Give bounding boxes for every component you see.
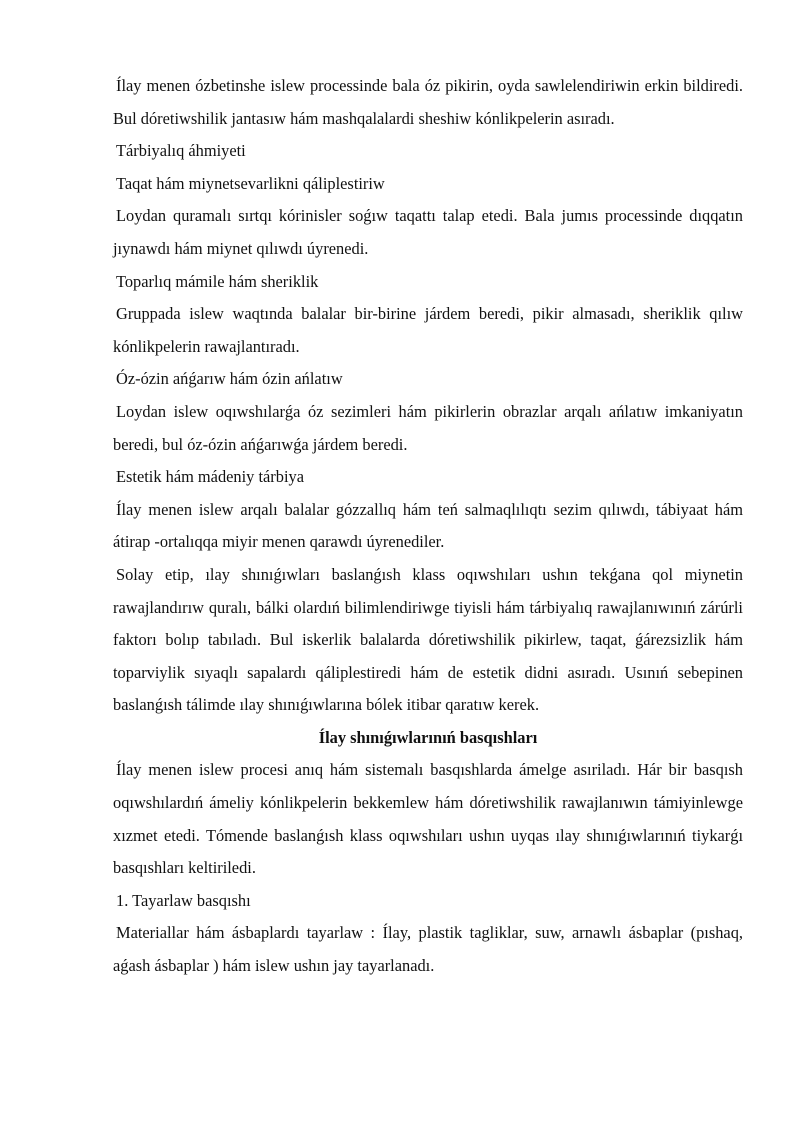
- heading-preparation-stage: 1. Tayarlaw basqıshı: [116, 890, 251, 910]
- paragraph-patience: Loydan quramalı sırtqı kórinisler soǵıw taqattı talap etedi. Bala jumıs processinde dıqqatın jıynawdı hám miynet qılıwdı úyrenedi.: [113, 206, 743, 258]
- document-page: [113, 70, 743, 983]
- heading-teamwork: Toparlıq mámile hám sheriklik: [116, 271, 319, 291]
- paragraph-teamwork: Gruppada islew waqtında balalar bir-birine járdem beredi, pikir almasadı, sheriklik qılıw kónlikpelerin rawajlantıradı.: [113, 304, 743, 356]
- section-title-clay-stages: Ílay shınıǵıwlarınıń basqıshları: [318, 727, 538, 747]
- heading-educational-importance: Tárbiyalıq áhmiyeti: [116, 141, 246, 161]
- paragraph-stages-intro: Ílay menen islew procesi anıq hám sistemalı basqıshlarda ámelge asıriladı. Hár bir basqısh oqıwshılardıń ámeliy kónlikpelerin bekkemlew hám dóretiwshilik rawajlanıwın támiyinlewge xızmet etedi. Tómende baslanǵısh klass oqıwshıları ushın uyqas ılay shınıǵıwlarınıń tiykarǵı basqıshları keltiriledi.: [113, 760, 743, 878]
- paragraph-independent-work: Ílay menen ózbetinshe islew processinde bala óz pikirin, oyda sawlelendiriwin erkin bildiredi. Bul dóretiwshilik jantasıw hám mashqalalardi sheshiw kónlikpelerin asıradı.: [113, 76, 743, 128]
- heading-aesthetic-education: Estetik hám mádeniy tárbiya: [116, 467, 304, 487]
- paragraph-materials: Materiallar hám ásbaplardı tayarlaw : Ílay, plastik tagliklar, suw, arnawlı ásbaplar (pıshaq, aǵash ásbaplar ) hám islew ushın jay tayarlanadı.: [113, 923, 743, 976]
- paragraph-conclusion: Solay etip, ılay shınıǵıwları baslanǵısh klass oqıwshıları ushın tekǵana qol miynetin rawajlandırıw quralı, bálki olardıń bilimlendiriwge tiyisli hám tárbiyalıq rawajlanıwınıń zárúrli faktorı bolıp tabıladı. Bul iskerlik balalarda dóretiwshilik pikirlew, taqat, ǵárezsizlik hám toparviylik sıyaqlı sapalardı qáliplestiredi hám de estetik didni asıradı. Usınıń sebepinen baslanǵısh tálimde ılay shınıǵıwlarına bólek itibar qaratıw kerek.: [113, 564, 743, 715]
- heading-self-expression: Óz-ózin ańǵarıw hám ózin ańlatıw: [116, 369, 343, 389]
- paragraph-aesthetic: Ílay menen islew arqalı balalar gózzallıq hám teń salmaqlılıqtı sezim qılıwdı, tábiyaat hám átirap -ortalıqqa miyir menen qarawdı úyrenediler.: [113, 499, 743, 552]
- paragraph-self-expression: Loydan islew oqıwshılarǵa óz sezimleri hám pikirlerin obrazlar arqalı ańlatıw imkaniyatın beredi, bul óz-ózin ańǵarıwǵa járdem beredi.: [113, 401, 743, 454]
- heading-patience-diligence: Taqat hám miynetsevarlikni qáliplestiriw: [116, 173, 385, 193]
